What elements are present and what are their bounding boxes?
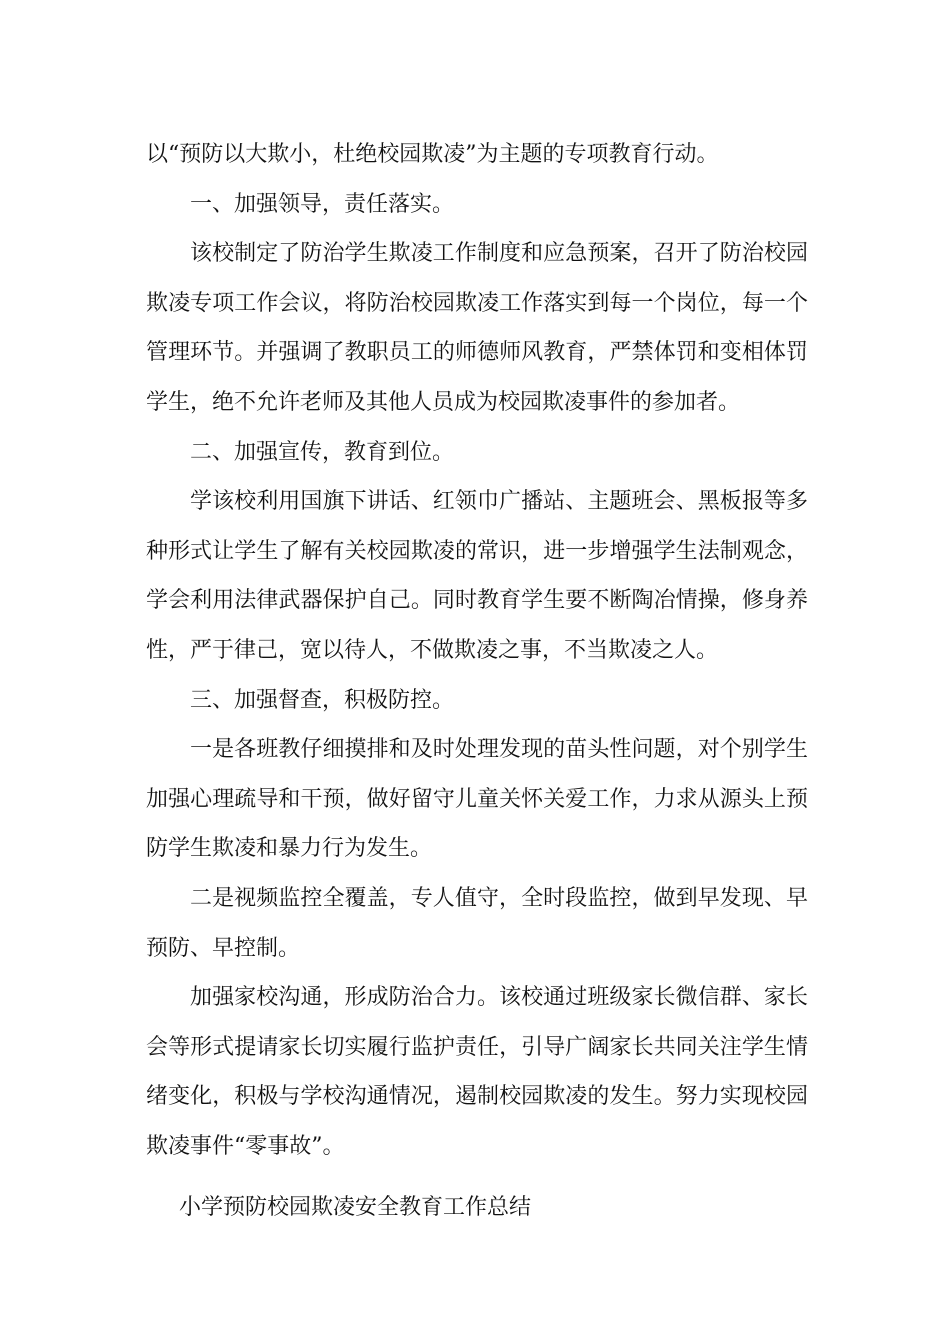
body-text (146, 130, 808, 1233)
next-document-title: 小学预防校园欺凌安全教育工作总结 (179, 1195, 532, 1221)
paragraph-continuation: 以“预防以大欺小，杜绝校园欺凌”为主题的专项教育行动。 (146, 142, 719, 167)
paragraph: 一是各班教仔细摸排和及时处理发现的苗头性问题，对个别学生加强心理疏导和干预，做好留守儿童关怀关爱工作，力求从源头上预防学生欺凌和暴力行为发生。 (146, 737, 808, 862)
paragraph: 加强家校沟通，形成防治合力。该校通过班级家长微信群、家长会等形式提请家长切实履行监护责任，引导广阔家长共同关注学生情绪变化，积极与学校沟通情况，遏制校园欺凌的发生。努力实现校园欺凌事件“零事故”。 (146, 985, 808, 1159)
paragraph: 学该校利用国旗下讲话、红领巾广播站、主题班会、黑板报等多种形式让学生了解有关校园欺凌的常识，进一步增强学生法制观念，学会利用法律武器保护自己。同时教育学生要不断陶冶情操，修身养性，严于律己，宽以待人，不做欺凌之事，不当欺凌之人。 (146, 489, 808, 663)
section-heading-2: 二、加强宣传，教育到位。 (190, 439, 455, 465)
paragraph: 该校制定了防治学生欺凌工作制度和应急预案，召开了防治校园欺凌专项工作会议，将防治校园欺凌工作落实到每一个岗位，每一个管理环节。并强调了教职员工的师德师风教育，严禁体罚和变相体罚学生，绝不允许老师及其他人员成为校园欺凌事件的参加者。 (146, 241, 808, 415)
section-heading-1: 一、加强领导，责任落实。 (190, 191, 455, 217)
paragraph: 二是视频监控全覆盖，专人值守，全时段监控，做到早发现、早预防、早控制。 (146, 885, 808, 961)
section-heading-3: 三、加强督查，积极防控。 (190, 687, 455, 713)
